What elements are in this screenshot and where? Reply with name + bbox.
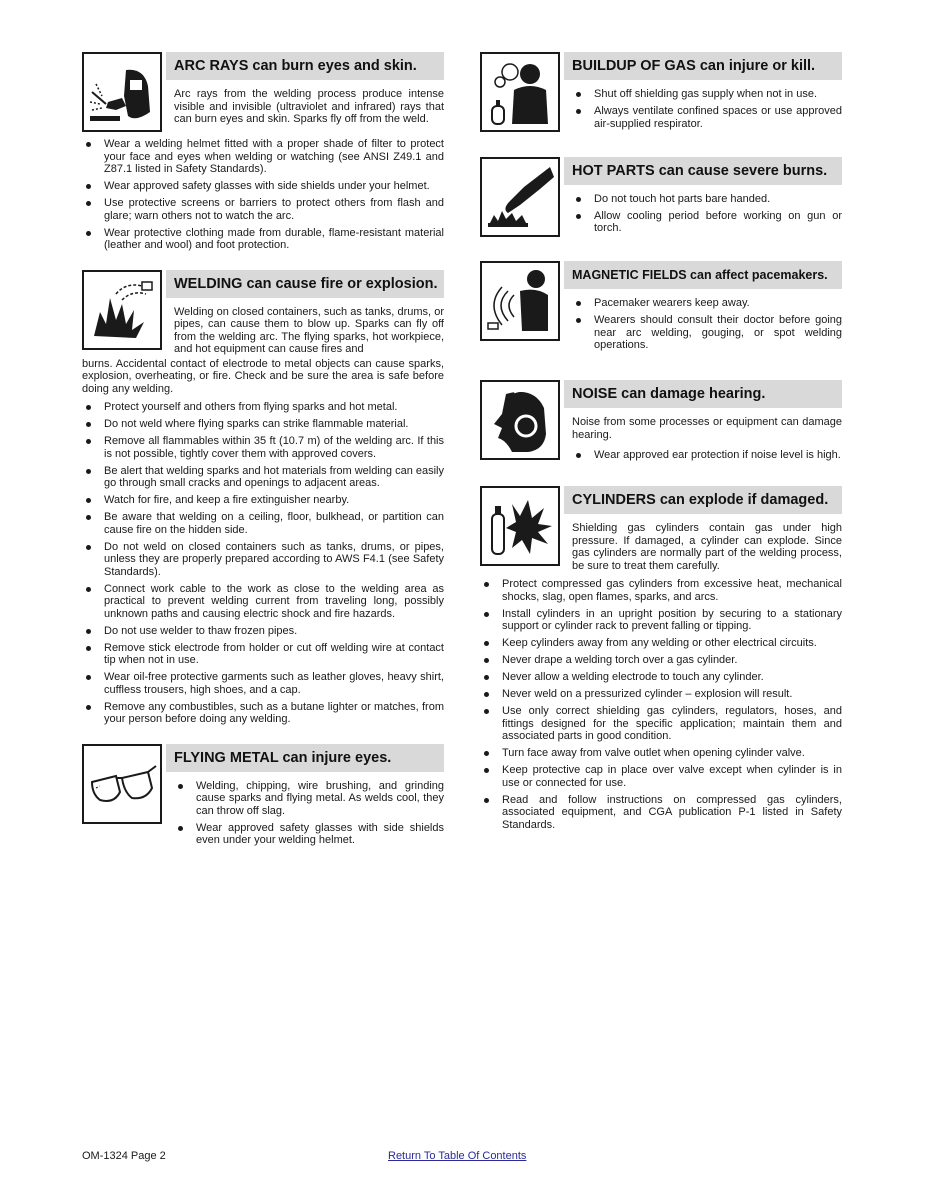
right-column	[480, 52, 842, 849]
section-title: BUILDUP OF GAS can injure or kill.	[564, 52, 842, 80]
section-intro-continued: burns. Accidental contact of electrode to metal objects can cause sparks, explosion, overheating, or fire. Check and be sure the area is safe before doing any welding.	[82, 357, 444, 395]
section-title: WELDING can cause fire or explosion.	[166, 270, 444, 298]
list-item: Do not weld where flying sparks can strike flammable material.	[82, 418, 444, 431]
list-item: Remove stick electrode from holder or cut off welding wire at contact tip when not in use.	[82, 642, 444, 667]
list-item: Always ventilate confined spaces or use approved air-supplied respirator.	[572, 105, 842, 130]
safety-glasses-icon	[82, 744, 162, 824]
list-item: Welding, chipping, wire brushing, and grinding cause sparks and flying metal. As welds cool, they can throw off slag.	[174, 780, 444, 818]
list-item: Protect yourself and others from flying sparks and hot metal.	[82, 401, 444, 414]
list-item: Connect work cable to the work as close to the welding area as practical to prevent welding current from traveling long, possibly unknown paths and causing electric shock and fire hazards.	[82, 583, 444, 621]
section-title: CYLINDERS can explode if damaged.	[564, 486, 842, 514]
list-item: Shut off shielding gas supply when not in use.	[572, 88, 842, 101]
section-title: ARC RAYS can burn eyes and skin.	[166, 52, 444, 80]
section-flying-metal	[82, 744, 444, 852]
section-welding	[82, 270, 444, 726]
list-item: Protect compressed gas cylinders from excessive heat, mechanical shocks, slag, open flames, sparks, and arcs.	[480, 578, 842, 603]
section-hot-parts	[480, 157, 842, 240]
list-item: Wear oil-free protective garments such as leather gloves, heavy shirt, cuffless trousers, high shoes, and a cap.	[82, 671, 444, 696]
cylinder-explode-icon	[480, 486, 560, 566]
section-arc-rays	[82, 52, 444, 252]
list-item: Wear approved safety glasses with side shields even under your welding helmet.	[174, 822, 444, 847]
list-item: Keep protective cap in place over valve except when cylinder is in use or connected for use.	[480, 764, 842, 789]
list-item: Do not weld on closed containers such as tanks, drums, or pipes, unless they are properly prepared according to AWS F4.1 (see Safety Standards).	[82, 541, 444, 579]
section-title: NOISE can damage hearing.	[564, 380, 842, 408]
bullet-list	[82, 401, 444, 726]
list-item: Never weld on a pressurized cylinder – explosion will result.	[480, 688, 842, 701]
bullet-list	[82, 138, 444, 252]
section-title: MAGNETIC FIELDS can affect pacemakers.	[564, 261, 842, 289]
list-item: Turn face away from valve outlet when opening cylinder valve.	[480, 747, 842, 760]
bullet-list	[572, 193, 842, 235]
welder-helmet-icon	[82, 52, 162, 132]
toc-link[interactable]: Return To Table Of Contents	[388, 1150, 527, 1162]
section-title: FLYING METAL can injure eyes.	[166, 744, 444, 772]
section-gas	[480, 52, 842, 135]
list-item: Wear a welding helmet fitted with a proper shade of filter to protect your face and eyes when welding or watching (see ANSI Z49.1 and Z87.1 listed in Safety Standards).	[82, 138, 444, 176]
list-item: Do not touch hot parts bare handed.	[572, 193, 842, 206]
list-item: Wearers should consult their doctor before going near arc welding, gouging, or spot welding operations.	[572, 314, 842, 352]
explosion-icon	[82, 270, 162, 350]
list-item: Never allow a welding electrode to touch any cylinder.	[480, 671, 842, 684]
bullet-list	[174, 780, 444, 847]
list-item: Use protective screens or barriers to protect others from flash and glare; warn others not to watch the arc.	[82, 197, 444, 222]
left-column	[82, 52, 444, 869]
list-item: Pacemaker wearers keep away.	[572, 297, 842, 310]
list-item: Remove any combustibles, such as a butane lighter or matches, from your person before doing any welding.	[82, 701, 444, 726]
pacemaker-icon	[480, 261, 560, 341]
list-item: Allow cooling period before working on gun or torch.	[572, 210, 842, 235]
section-noise	[480, 380, 842, 466]
section-title: HOT PARTS can cause severe burns.	[564, 157, 842, 185]
section-intro: Arc rays from the welding process produce intense visible and invisible (ultraviolet and infrared) rays that can burn eyes and skin. Sparks fly off from the weld.	[174, 88, 444, 125]
gas-person-icon	[480, 52, 560, 132]
bullet-list	[572, 88, 842, 130]
bullet-list	[572, 297, 842, 352]
list-item: Watch for fire, and keep a fire extinguisher nearby.	[82, 494, 444, 507]
list-item: Wear protective clothing made from durable, flame-resistant material (leather and wool) and foot protection.	[82, 227, 444, 252]
list-item: Keep cylinders away from any welding or other electrical circuits.	[480, 637, 842, 650]
list-item: Do not use welder to thaw frozen pipes.	[82, 625, 444, 638]
list-item: Be alert that welding sparks and hot materials from welding can easily go through small cracks and openings to adjacent areas.	[82, 465, 444, 490]
list-item: Use only correct shielding gas cylinders, regulators, hoses, and fittings designed for the specific application; maintain them and associated parts in good condition.	[480, 705, 842, 743]
list-item: Wear approved ear protection if noise level is high.	[572, 449, 842, 462]
list-item: Be aware that welding on a ceiling, floor, bulkhead, or partition can cause fire on the hidden side.	[82, 511, 444, 536]
list-item: Install cylinders in an upright position by securing to a stationary support or cylinder rack to prevent falling or tipping.	[480, 608, 842, 633]
list-item: Wear approved safety glasses with side shields under your helmet.	[82, 180, 444, 193]
section-intro: Shielding gas cylinders contain gas under high pressure. If damaged, a cylinder can explode. Since gas cylinders are normally part of the welding process, be sure to treat them carefully.	[572, 522, 842, 572]
section-intro: Noise from some processes or equipment can damage hearing.	[572, 416, 842, 441]
bullet-list	[572, 449, 842, 462]
section-magnetic	[480, 261, 842, 356]
hot-hand-icon	[480, 157, 560, 237]
list-item: Read and follow instructions on compressed gas cylinders, associated equipment, and CGA publication P-1 listed in Safety Standards.	[480, 794, 842, 832]
ear-protection-icon	[480, 380, 560, 460]
page-number: OM-1324 Page 2	[82, 1150, 166, 1162]
list-item: Never drape a welding torch over a gas cylinder.	[480, 654, 842, 667]
bullet-list	[480, 578, 842, 831]
list-item: Remove all flammables within 35 ft (10.7 m) of the welding arc. If this is not possible, tightly cover them with approved covers.	[82, 435, 444, 460]
section-cylinders	[480, 486, 842, 831]
section-intro: Welding on closed containers, such as tanks, drums, or pipes, can cause them to blow up. Sparks can fly off from the welding arc. The flying sparks, hot workpiece, and hot equipment can cause fires and	[174, 305, 444, 355]
